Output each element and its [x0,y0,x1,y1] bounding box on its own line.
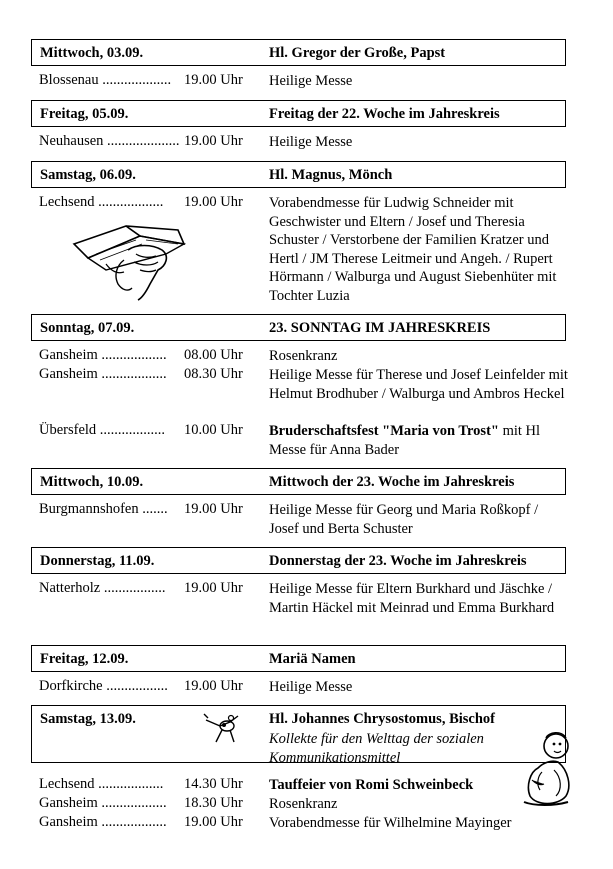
entry-text-rest: mit Hl Messe für Anna Bader [269,423,541,458]
entry-text-bold: Tauffeier von Romi Schweinbeck [269,777,474,793]
day-date: Freitag, 05.09. [40,106,129,122]
day-header [31,705,566,766]
entry-place: Gansheim .................. [39,347,167,363]
entry-place: Lechsend .................. [39,776,164,792]
entry-text: Heilige Messe [269,679,353,695]
entry-text-bold: Bruderschaftsfest "Maria von Trost" [269,423,499,439]
entry-place: Gansheim .................. [39,814,167,830]
entry-time: 08.30 Uhr [184,366,243,382]
entry-text: Rosenkranz [269,796,338,812]
entry-time: 19.00 Uhr [184,814,243,830]
day-title: Mittwoch der 23. Woche im Jahreskreis [269,474,515,490]
entry-time: 10.00 Uhr [184,422,243,438]
entry-place: Übersfeld .................. [39,422,166,438]
day-date: Samstag, 13.09. [40,711,136,727]
day-title: Donnerstag der 23. Woche im Jahreskreis [269,553,527,569]
dove-illustration-icon [200,712,246,746]
day-title: Mariä Namen [269,651,356,667]
entry-place: Lechsend .................. [39,194,164,210]
day-title: Freitag der 22. Woche im Jahreskreis [269,106,500,122]
entry-time: 08.00 Uhr [184,347,243,363]
day-header [31,645,566,672]
entry-place: Neuhausen .................... [39,133,180,149]
day-header [31,161,566,188]
entry-time: 19.00 Uhr [184,133,243,149]
entry-text: Heilige Messe für Therese und Josef Leinfelder mit Helmut Brodhuber / Walburga und Ambros Heckel [269,367,568,402]
day-title: Hl. Johannes Chrysostomus, Bischof [269,711,495,727]
entry-text: Heilige Messe für Georg und Maria Roßkopf / Josef und Berta Schuster [269,502,539,537]
entry-time: 14.30 Uhr [184,776,243,792]
entry-place: Burgmannshofen ....... [39,501,168,517]
day-date: Donnerstag, 11.09. [40,553,155,569]
day-header [31,468,566,495]
day-title: Hl. Gregor der Große, Papst [269,45,446,61]
entry-text: Heilige Messe [269,73,353,89]
day-header [31,39,566,66]
entry-place: Gansheim .................. [39,795,167,811]
entry-text: Vorabendmesse für Ludwig Schneider mit Geschwister und Eltern / Josef und Theresia Schuster / Verstorbene der Familien Kratzer und Hertl / JM Therese Leitmeir und Angeh. / Rupert Hörmann / Walburga und August Siebenhüter mit Tochter Luzia [269,195,557,304]
hands-book-illustration-icon [66,214,196,302]
day-header [31,547,566,574]
day-date: Freitag, 12.09. [40,651,129,667]
day-date: Mittwoch, 03.09. [40,45,144,61]
entry-place: Dorfkirche ................. [39,678,168,694]
day-header [31,314,566,341]
entry-text [269,422,569,459]
entry-place: Gansheim .................. [39,366,167,382]
day-date: Sonntag, 07.09. [40,320,135,336]
entry-time: 18.30 Uhr [184,795,243,811]
day-title: 23. SONNTAG IM JAHRESKREIS [269,320,491,336]
entry-text: Heilige Messe [269,134,353,150]
entry-text: Heilige Messe für Eltern Burkhard und Jäschke / Martin Häckel mit Meinrad und Emma Burkhard [269,581,555,616]
entry-time: 19.00 Uhr [184,580,243,596]
day-date: Mittwoch, 10.09. [40,474,144,490]
entry-time: 19.00 Uhr [184,194,243,210]
day-date: Samstag, 06.09. [40,167,136,183]
entry-time: 19.00 Uhr [184,72,243,88]
day-subtitle: Kollekte für den Welttag der sozialen Kommunikationsmittel [269,731,484,766]
entry-text: Rosenkranz [269,348,338,364]
entry-time: 19.00 Uhr [184,678,243,694]
entry-text: Vorabendmesse für Wilhelmine Mayinger [269,815,512,831]
day-title: Hl. Magnus, Mönch [269,167,393,183]
entry-time: 19.00 Uhr [184,501,243,517]
day-header [31,100,566,127]
entry-place: Natterholz ................. [39,580,166,596]
entry-place: Blossenau ................... [39,72,172,88]
entry-text [269,776,569,795]
